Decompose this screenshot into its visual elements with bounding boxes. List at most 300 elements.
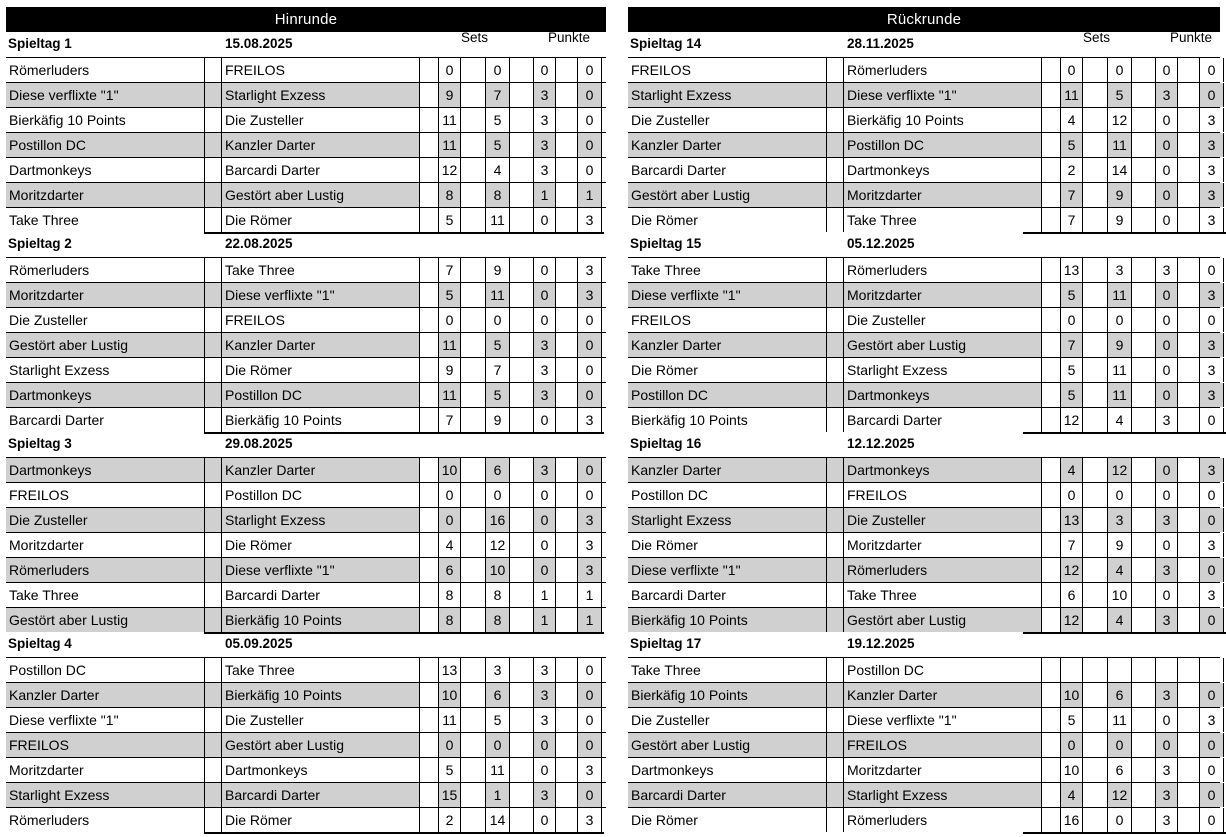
away-team: Starlight Exzess: [844, 358, 1042, 382]
home-team: Dartmonkeys: [9, 162, 92, 178]
sets-away-cell: 9: [1107, 333, 1132, 357]
away-team: Bierkäfig 10 Points: [844, 108, 1042, 132]
points-home-cell: 0: [533, 208, 556, 232]
row-separator: [826, 333, 844, 357]
sets-home-cell: 13: [438, 658, 461, 682]
row-separator: [826, 133, 844, 157]
away-team: Postillon DC: [222, 483, 420, 507]
sets-away-cell: 9: [485, 408, 510, 432]
row-separator: [204, 583, 222, 607]
away-team: Die Römer: [222, 358, 420, 382]
points-home-cell: 3: [1155, 408, 1178, 432]
points-away-cell: 3: [577, 408, 602, 432]
match-row: [6, 682, 606, 707]
home-team: Take Three: [631, 262, 701, 278]
sets-away-cell: 9: [485, 258, 510, 282]
home-team: Römerluders: [9, 262, 90, 278]
away-team: Starlight Exzess: [222, 508, 420, 532]
sets-home-cell: 9: [438, 83, 461, 107]
sets-home-cell: 0: [438, 58, 461, 82]
sets-away-cell: 4: [485, 158, 510, 182]
sets-home-cell: 7: [438, 258, 461, 282]
points-home-cell: 0: [1155, 483, 1178, 507]
sets-header: Sets: [461, 30, 489, 45]
row-separator: [204, 458, 222, 482]
row-separator: [826, 508, 844, 532]
match-row: [6, 582, 606, 607]
row-separator: [826, 783, 844, 807]
away-team: FREILOS: [222, 58, 420, 82]
away-team: Dartmonkeys: [844, 158, 1042, 182]
away-team: Die Römer: [222, 533, 420, 557]
points-away-cell: 3: [1199, 158, 1224, 182]
sets-home-cell: 10: [438, 458, 461, 482]
spieltag-label: Spieltag 4: [8, 636, 72, 651]
match-row: [6, 257, 606, 282]
points-home-cell: 3: [533, 658, 556, 682]
sets-home-cell: 8: [438, 608, 461, 632]
sets-away-cell: 4: [1107, 608, 1132, 632]
points-home-cell: 3: [533, 458, 556, 482]
sets-home-cell: 10: [1060, 758, 1083, 782]
away-team: Diese verflixte "1": [222, 283, 420, 307]
match-row: [6, 307, 606, 332]
row-separator: [204, 183, 222, 207]
spieltag-block: [6, 32, 606, 232]
home-team: Die Zusteller: [631, 112, 710, 128]
row-separator: [204, 708, 222, 732]
points-home-cell: 0: [533, 258, 556, 282]
points-home-cell: 0: [533, 533, 556, 557]
away-team: Kanzler Darter: [222, 133, 420, 157]
row-separator: [826, 358, 844, 382]
home-team: Bierkäfig 10 Points: [628, 608, 829, 632]
points-home-cell: 0: [1155, 308, 1178, 332]
spieltag-block: [628, 432, 1220, 632]
sets-home-cell: [1060, 658, 1083, 682]
away-team: Dartmonkeys: [844, 383, 1042, 407]
row-separator: [204, 608, 222, 632]
away-team: Römerluders: [844, 808, 1042, 832]
match-row: [6, 657, 606, 682]
points-away-cell: 0: [577, 158, 602, 182]
sets-away-cell: 5: [485, 108, 510, 132]
points-home-cell: 0: [533, 558, 556, 582]
spieltag-label: Spieltag 1: [8, 36, 72, 51]
match-row: [6, 132, 606, 157]
away-team: Diese verflixte "1": [844, 83, 1042, 107]
row-separator: [826, 758, 844, 782]
points-away-cell: 0: [1199, 408, 1224, 432]
match-row: [628, 782, 1220, 807]
points-home-cell: 0: [1155, 733, 1178, 757]
points-away-cell: 3: [1199, 583, 1224, 607]
home-team: Gestört aber Lustig: [6, 333, 207, 357]
spieltag-date: 05.12.2025: [847, 236, 915, 251]
hinrunde-title: Hinrunde: [6, 7, 606, 32]
match-row: [6, 357, 606, 382]
points-away-cell: 1: [577, 583, 602, 607]
points-home-cell: 3: [533, 158, 556, 182]
points-away-cell: 0: [577, 333, 602, 357]
spieltag-header: [628, 232, 1220, 257]
home-team: Starlight Exzess: [9, 362, 110, 378]
sets-away-cell: 11: [1107, 383, 1132, 407]
home-team: Bierkäfig 10 Points: [631, 412, 748, 428]
points-away-cell: 3: [1199, 533, 1224, 557]
away-team: Römerluders: [844, 258, 1042, 282]
row-separator: [204, 333, 222, 357]
home-team: Diese verflixte "1": [9, 712, 119, 728]
row-separator: [826, 708, 844, 732]
points-home-cell: 0: [1155, 533, 1178, 557]
points-away-cell: 0: [577, 383, 602, 407]
sets-home-cell: 0: [438, 733, 461, 757]
sets-home-cell: 0: [1060, 733, 1083, 757]
sets-away-cell: 11: [1107, 133, 1132, 157]
home-team: Die Zusteller: [631, 712, 710, 728]
match-row: [628, 507, 1220, 532]
away-team: Die Zusteller: [222, 708, 420, 732]
sets-home-cell: 5: [438, 283, 461, 307]
row-separator: [204, 308, 222, 332]
away-team: Barcardi Darter: [222, 583, 420, 607]
match-row: [628, 207, 1220, 232]
sets-away-cell: 10: [485, 558, 510, 582]
sets-home-cell: 7: [1060, 208, 1083, 232]
points-away-cell: 0: [1199, 483, 1224, 507]
match-row: [628, 657, 1220, 682]
spieltag-date: 19.12.2025: [847, 636, 915, 651]
sets-home-cell: 12: [1060, 558, 1083, 582]
points-away-cell: 3: [577, 258, 602, 282]
away-team: Gestört aber Lustig: [222, 183, 420, 207]
spieltag-block: [6, 432, 606, 632]
away-team: Barcardi Darter: [844, 408, 1042, 432]
row-separator: [826, 58, 844, 82]
match-row: [6, 82, 606, 107]
match-row: [628, 407, 1220, 432]
match-row: [6, 707, 606, 732]
home-team: Barcardi Darter: [9, 412, 104, 428]
row-separator: [826, 533, 844, 557]
away-team: Gestört aber Lustig: [222, 733, 420, 757]
match-row: [628, 182, 1220, 207]
away-team: Postillon DC: [844, 133, 1042, 157]
sets-away-cell: 5: [485, 333, 510, 357]
sets-away-cell: 6: [485, 458, 510, 482]
points-home-cell: 0: [1155, 108, 1178, 132]
sets-home-cell: 5: [438, 208, 461, 232]
rueckrunde-section: [628, 7, 1220, 832]
away-team: FREILOS: [844, 733, 1042, 757]
spieltag-label: Spieltag 16: [630, 436, 702, 451]
match-row: [628, 532, 1220, 557]
points-away-cell: 0: [577, 83, 602, 107]
points-away-cell: 3: [577, 758, 602, 782]
home-team: Römerluders: [9, 812, 90, 828]
points-away-cell: 0: [577, 733, 602, 757]
home-team: Gestört aber Lustig: [6, 608, 207, 632]
sets-away-cell: 11: [485, 283, 510, 307]
match-row: [628, 757, 1220, 782]
points-away-cell: 3: [1199, 358, 1224, 382]
points-away-cell: 1: [577, 608, 602, 632]
sets-away-cell: 8: [485, 583, 510, 607]
row-separator: [826, 383, 844, 407]
spieltag-header: [6, 432, 606, 457]
rueckrunde-blocks: [628, 32, 1220, 832]
row-separator: [826, 658, 844, 682]
row-separator: [826, 308, 844, 332]
points-away-cell: 3: [1199, 108, 1224, 132]
row-separator: [826, 808, 844, 832]
sets-home-cell: 11: [438, 333, 461, 357]
points-home-cell: 0: [1155, 158, 1178, 182]
points-home-cell: 3: [533, 333, 556, 357]
home-team: Moritzdarter: [6, 283, 207, 307]
row-separator: [826, 83, 844, 107]
points-away-cell: 3: [577, 508, 602, 532]
home-team: Dartmonkeys: [6, 383, 207, 407]
away-team: Starlight Exzess: [222, 83, 420, 107]
points-home-cell: 0: [533, 58, 556, 82]
match-row: [628, 682, 1220, 707]
spieltag-label: Spieltag 17: [630, 636, 702, 651]
hinrunde-section: [6, 7, 606, 832]
sets-away-cell: 9: [1107, 533, 1132, 557]
match-row: [628, 482, 1220, 507]
away-team: Take Three: [222, 258, 420, 282]
row-separator: [826, 683, 844, 707]
match-row: [628, 307, 1220, 332]
points-away-cell: 3: [577, 808, 602, 832]
home-team: Take Three: [9, 212, 79, 228]
row-separator: [826, 483, 844, 507]
sets-home-cell: 0: [1060, 58, 1083, 82]
spieltag-header: [6, 232, 606, 257]
points-away-cell: 0: [1199, 733, 1224, 757]
match-row: [628, 807, 1220, 832]
sets-home-cell: 5: [1060, 283, 1083, 307]
sets-home-cell: 8: [438, 183, 461, 207]
spieltag-header: [628, 32, 1220, 57]
punkte-header: Punkte: [1170, 30, 1213, 45]
sets-home-cell: 0: [1060, 483, 1083, 507]
points-home-cell: 0: [1155, 58, 1178, 82]
points-home-cell: 3: [1155, 258, 1178, 282]
points-away-cell: 0: [577, 658, 602, 682]
spieltag-block: [628, 632, 1220, 832]
spieltag-date: 29.08.2025: [225, 436, 293, 451]
sets-away-cell: 0: [1107, 58, 1132, 82]
points-away-cell: 0: [577, 58, 602, 82]
points-away-cell: 0: [1199, 683, 1224, 707]
points-home-cell: 3: [1155, 758, 1178, 782]
sets-away-cell: 9: [1107, 183, 1132, 207]
match-row: [628, 557, 1220, 582]
match-row: [6, 282, 606, 307]
match-row: [628, 607, 1220, 632]
home-team: Gestört aber Lustig: [628, 183, 829, 207]
home-team: Bierkäfig 10 Points: [9, 112, 126, 128]
points-home-cell: 0: [533, 283, 556, 307]
sets-away-cell: 1: [485, 783, 510, 807]
row-separator: [826, 258, 844, 282]
row-separator: [826, 408, 844, 432]
spieltag-date: 28.11.2025: [847, 36, 914, 51]
sets-away-cell: 12: [1107, 783, 1132, 807]
home-team: Take Three: [631, 662, 701, 678]
match-row: [6, 57, 606, 82]
points-home-cell: 0: [533, 808, 556, 832]
match-row: [6, 182, 606, 207]
sets-away-cell: 3: [1107, 258, 1132, 282]
sets-away-cell: 11: [1107, 358, 1132, 382]
home-team: Starlight Exzess: [628, 83, 829, 107]
points-away-cell: 3: [1199, 333, 1224, 357]
match-row: [6, 732, 606, 757]
home-team: FREILOS: [631, 62, 691, 78]
sets-home-cell: 5: [1060, 708, 1083, 732]
sets-away-cell: 5: [485, 708, 510, 732]
home-team: Starlight Exzess: [628, 508, 829, 532]
away-team: Moritzdarter: [844, 283, 1042, 307]
row-separator: [204, 383, 222, 407]
spieltag-block: [628, 32, 1220, 232]
sets-away-cell: 4: [1107, 408, 1132, 432]
away-team: Moritzdarter: [844, 758, 1042, 782]
sets-away-cell: 0: [485, 483, 510, 507]
row-separator: [204, 283, 222, 307]
sets-home-cell: 5: [1060, 358, 1083, 382]
row-separator: [204, 808, 222, 832]
home-team: Römerluders: [9, 62, 90, 78]
points-home-cell: 3: [1155, 683, 1178, 707]
row-separator: [204, 133, 222, 157]
match-row: [628, 457, 1220, 482]
home-team: Die Römer: [631, 362, 698, 378]
points-home-cell: 0: [533, 408, 556, 432]
points-away-cell: 3: [577, 283, 602, 307]
punkte-header: Punkte: [548, 30, 591, 45]
points-home-cell: 3: [1155, 83, 1178, 107]
sets-away-cell: 12: [1107, 458, 1132, 482]
points-home-cell: [1155, 658, 1178, 682]
row-separator: [204, 733, 222, 757]
row-separator: [826, 558, 844, 582]
away-team: Moritzdarter: [844, 533, 1042, 557]
sets-home-cell: 13: [1060, 508, 1083, 532]
sets-away-cell: 7: [485, 83, 510, 107]
points-home-cell: 3: [1155, 508, 1178, 532]
spieltag-block: [6, 632, 606, 832]
points-away-cell: 0: [1199, 758, 1224, 782]
points-away-cell: [1199, 658, 1224, 682]
sets-home-cell: 8: [438, 583, 461, 607]
away-team: Bierkäfig 10 Points: [222, 408, 420, 432]
sets-home-cell: 11: [438, 708, 461, 732]
points-away-cell: 0: [1199, 808, 1224, 832]
points-away-cell: 0: [577, 108, 602, 132]
points-away-cell: 3: [1199, 458, 1224, 482]
points-home-cell: 0: [1155, 333, 1178, 357]
away-team: Barcardi Darter: [222, 158, 420, 182]
sets-away-cell: 5: [485, 383, 510, 407]
match-row: [6, 557, 606, 582]
sets-away-cell: 0: [1107, 308, 1132, 332]
away-team: Take Three: [844, 583, 1042, 607]
points-home-cell: 0: [533, 508, 556, 532]
away-team: Bierkäfig 10 Points: [222, 608, 420, 632]
sets-home-cell: 2: [438, 808, 461, 832]
sets-away-cell: 9: [1107, 208, 1132, 232]
match-row: [628, 82, 1220, 107]
points-away-cell: 0: [577, 133, 602, 157]
points-away-cell: 3: [577, 208, 602, 232]
match-row: [628, 582, 1220, 607]
match-row: [6, 607, 606, 632]
points-home-cell: 0: [533, 483, 556, 507]
points-home-cell: 3: [1155, 608, 1178, 632]
row-separator: [204, 683, 222, 707]
points-away-cell: 0: [1199, 308, 1224, 332]
points-away-cell: 0: [577, 708, 602, 732]
sets-home-cell: 6: [438, 558, 461, 582]
home-team: Moritzdarter: [6, 183, 207, 207]
away-team: Moritzdarter: [844, 183, 1042, 207]
home-team: Postillon DC: [631, 487, 709, 503]
away-team: Die Zusteller: [844, 308, 1042, 332]
points-away-cell: 0: [577, 783, 602, 807]
match-row: [6, 457, 606, 482]
points-home-cell: 3: [533, 683, 556, 707]
away-team: Barcardi Darter: [222, 783, 420, 807]
sets-header: Sets: [1083, 30, 1111, 45]
away-team: Gestört aber Lustig: [844, 608, 1042, 632]
points-home-cell: 3: [533, 383, 556, 407]
home-team: Diese verflixte "1": [628, 283, 829, 307]
away-team: FREILOS: [222, 308, 420, 332]
home-team: FREILOS: [6, 733, 207, 757]
row-separator: [826, 158, 844, 182]
points-away-cell: 3: [1199, 283, 1224, 307]
sets-home-cell: 0: [1060, 308, 1083, 332]
home-team: Moritzdarter: [9, 537, 84, 553]
points-home-cell: 3: [533, 358, 556, 382]
points-home-cell: 3: [533, 133, 556, 157]
match-row: [6, 407, 606, 432]
row-separator: [826, 583, 844, 607]
points-away-cell: 3: [577, 533, 602, 557]
match-row: [628, 732, 1220, 757]
points-away-cell: 0: [577, 308, 602, 332]
sets-away-cell: 0: [1107, 733, 1132, 757]
points-home-cell: 0: [1155, 383, 1178, 407]
spieltag-label: Spieltag 14: [630, 36, 702, 51]
sets-home-cell: 11: [438, 108, 461, 132]
sets-away-cell: 11: [1107, 708, 1132, 732]
points-away-cell: 3: [1199, 133, 1224, 157]
home-team: Diese verflixte "1": [6, 83, 207, 107]
row-separator: [826, 608, 844, 632]
spieltag-label: Spieltag 15: [630, 236, 702, 251]
row-separator: [204, 483, 222, 507]
spieltag-label: Spieltag 3: [8, 436, 72, 451]
home-team: Barcardi Darter: [631, 162, 726, 178]
match-row: [628, 382, 1220, 407]
sets-home-cell: 4: [1060, 108, 1083, 132]
